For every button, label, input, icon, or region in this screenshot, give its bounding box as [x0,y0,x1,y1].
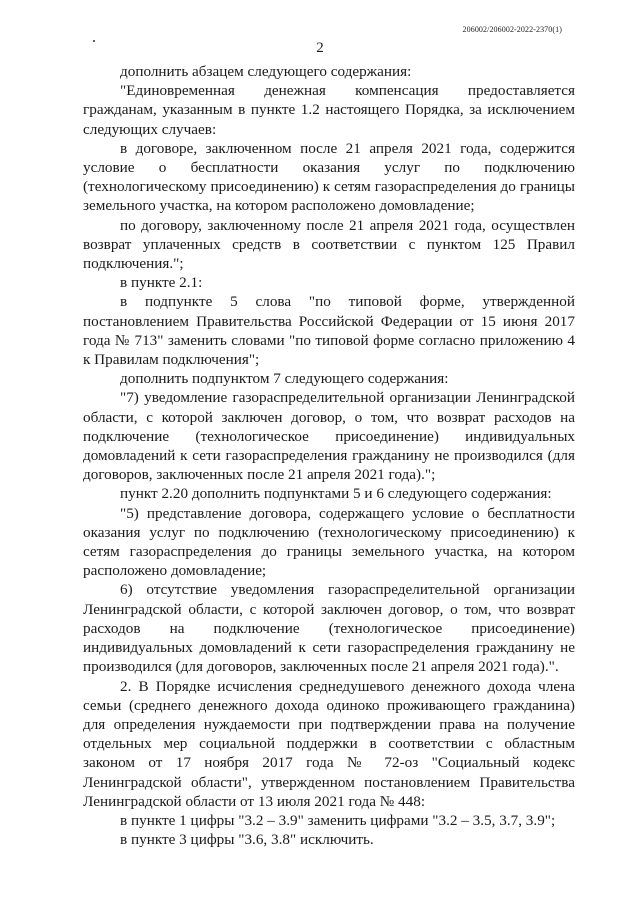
paragraph: по договору, заключенному после 21 апреля 2021 года, осуществлен возврат уплаченных средств в соответствии с пунктом 125 Правил подключения."; [83,216,575,273]
document-id: 206002/206002-2022-2370(1) [462,25,562,34]
paragraph: дополнить абзацем следующего содержания: [120,63,412,80]
page-number: 2 [316,40,324,56]
paragraph: 2. В Порядке исчисления среднедушевого денежного дохода члена семьи (среднего денежного дохода одиноко проживающего гражданина) для определения нуждаемости при подтверждении права на получение отдельных мер социальной поддержки в соответствии с областным законом от 17 ноября 2017 года № 72-оз "Социальный кодекс Ленинградской области", утвержденном постановлением Правительства Ленинградской области от 13 июля 2021 года № 448: [83,677,575,810]
paragraph: пункт 2.20 дополнить подпунктами 5 и 6 следующего содержания: [120,485,552,503]
paragraph: дополнить подпунктом 7 следующего содержания: [120,370,449,388]
paragraph: в пункте 3 цифры "3.6, 3.8" исключить. [120,831,374,849]
paragraph: "5) представление договора, содержащего условие о бесплатности оказания услуг по подключению (технологическому присоединению) к сетям газораспределения до границы земельного участка, на котором расположено домовладение; [83,504,575,580]
paragraph: "Единовременная денежная компенсация предоставляется гражданам, указанным в пункте 1.2 настоящего Порядка, за исключением следующих случаев: [83,82,575,138]
paragraph: в подпункте 5 слова "по типовой форме, утвержденной постановлением Правительства Российской Федерации от 15 июня 2017 года № 713" заменить словами "по типовой форме согласно приложению 4 к Правилам подключения"; [83,293,575,369]
paragraph: в договоре, заключенном после 21 апреля 2021 года, содержится условие о бесплатности оказания услуг по подключению (технологическому присоединению) к сетям газораспределения до границы земельного участка, на котором расположено домовладение; [83,139,575,215]
paragraph: "7) уведомление газораспределительной организации Ленинградской области, с которой заключен договор, о том, что возврат расходов на подключение (технологическое присоединение) индивидуальных домовладений к сети газораспределения гражданину не производился (для договоров, заключенных после 21 апреля 2021 года)."; [83,389,575,484]
paragraph: в пункте 2.1: [120,274,203,292]
document-body [83,62,575,849]
paragraph: 6) отсутствие уведомления газораспределительной организации Ленинградской области, с которой заключен договор, о том, что возврат расходов на подключение (технологическое присоединение) индивидуальных домовладений к сети газораспределения гражданину не производился (для договоров, заключенных после 21 апреля 2021 года).". [83,581,575,676]
paragraph: в пункте 1 цифры "3.2 – 3.9" заменить цифрами "3.2 – 3.5, 3.7, 3.9"; [120,811,556,829]
